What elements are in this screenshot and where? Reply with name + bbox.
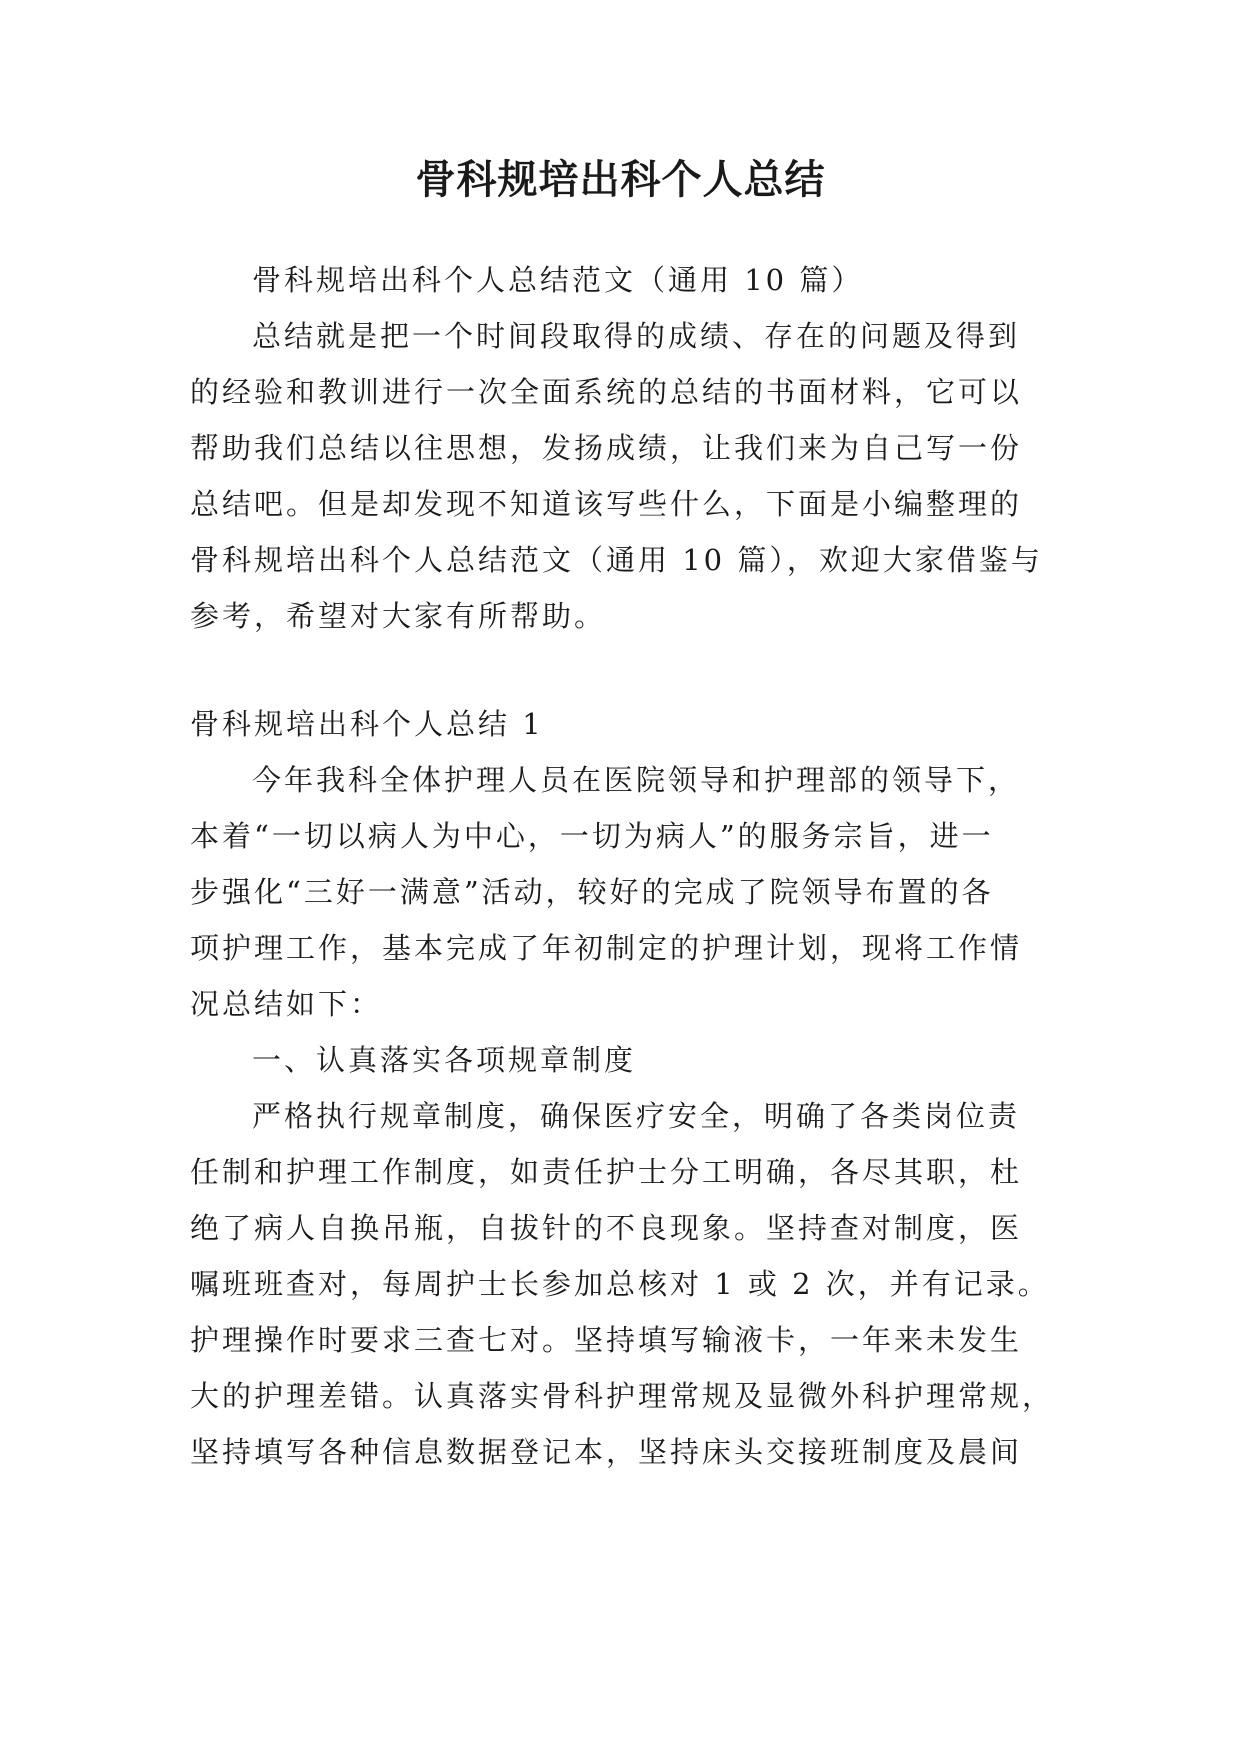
body-paragraph-line: 严格执行规章制度，确保医疗安全，明确了各类岗位责 xyxy=(252,1099,1021,1133)
body-paragraph-line: 项护理工作，基本完成了年初制定的护理计划，现将工作情 xyxy=(190,931,1023,965)
subsection-heading: 一、认真落实各项规章制度 xyxy=(252,1043,637,1077)
subtitle-line: 骨科规培出科个人总结范文（通用 10 篇） xyxy=(252,263,864,297)
document-body xyxy=(190,252,1055,1480)
section-heading: 骨科规培出科个人总结 1 xyxy=(190,707,544,741)
section-spacer xyxy=(190,644,1050,696)
body-paragraph-line: 护理操作时要求三查七对。坚持填写输液卡，一年来未发生 xyxy=(190,1323,1023,1357)
body-paragraph-line: 大的护理差错。认真落实骨科护理常规及显微外科护理常规， xyxy=(190,1379,1055,1413)
intro-paragraph-line: 参考，希望对大家有所帮助。 xyxy=(190,599,607,633)
intro-paragraph-line: 总结吧。但是却发现不知道该写些什么，下面是小编整理的 xyxy=(190,487,1023,521)
intro-paragraph-line: 帮助我们总结以往思想，发扬成绩，让我们来为自己写一份 xyxy=(190,431,1023,465)
intro-paragraph-line: 总结就是把一个时间段取得的成绩、存在的问题及得到 xyxy=(252,319,1021,353)
body-paragraph-line: 况总结如下： xyxy=(190,987,383,1021)
body-paragraph-line: 嘱班班查对，每周护士长参加总核对 1 或 2 次，并有记录。 xyxy=(190,1267,1050,1301)
intro-paragraph-line: 骨科规培出科个人总结范文（通用 10 篇），欢迎大家借鉴与 xyxy=(190,543,1043,577)
body-paragraph-line: 绝了病人自换吊瓶，自拔针的不良现象。坚持查对制度，医 xyxy=(190,1211,1023,1245)
body-paragraph-line: 任制和护理工作制度，如责任护士分工明确，各尽其职，杜 xyxy=(190,1155,1023,1189)
body-paragraph-line: 今年我科全体护理人员在医院领导和护理部的领导下， xyxy=(252,763,1021,797)
intro-paragraph-line: 的经验和教训进行一次全面系统的总结的书面材料，它可以 xyxy=(190,375,1023,409)
body-paragraph-line: 坚持填写各种信息数据登记本，坚持床头交接班制度及晨间 xyxy=(190,1435,1023,1469)
document-title: 骨科规培出科个人总结 xyxy=(415,157,826,203)
body-paragraph-line: 本着“一切以病人为中心，一切为病人”的服务宗旨，进一 xyxy=(190,819,994,853)
body-paragraph-line: 步强化“三好一满意”活动，较好的完成了院领导布置的各 xyxy=(190,875,994,909)
